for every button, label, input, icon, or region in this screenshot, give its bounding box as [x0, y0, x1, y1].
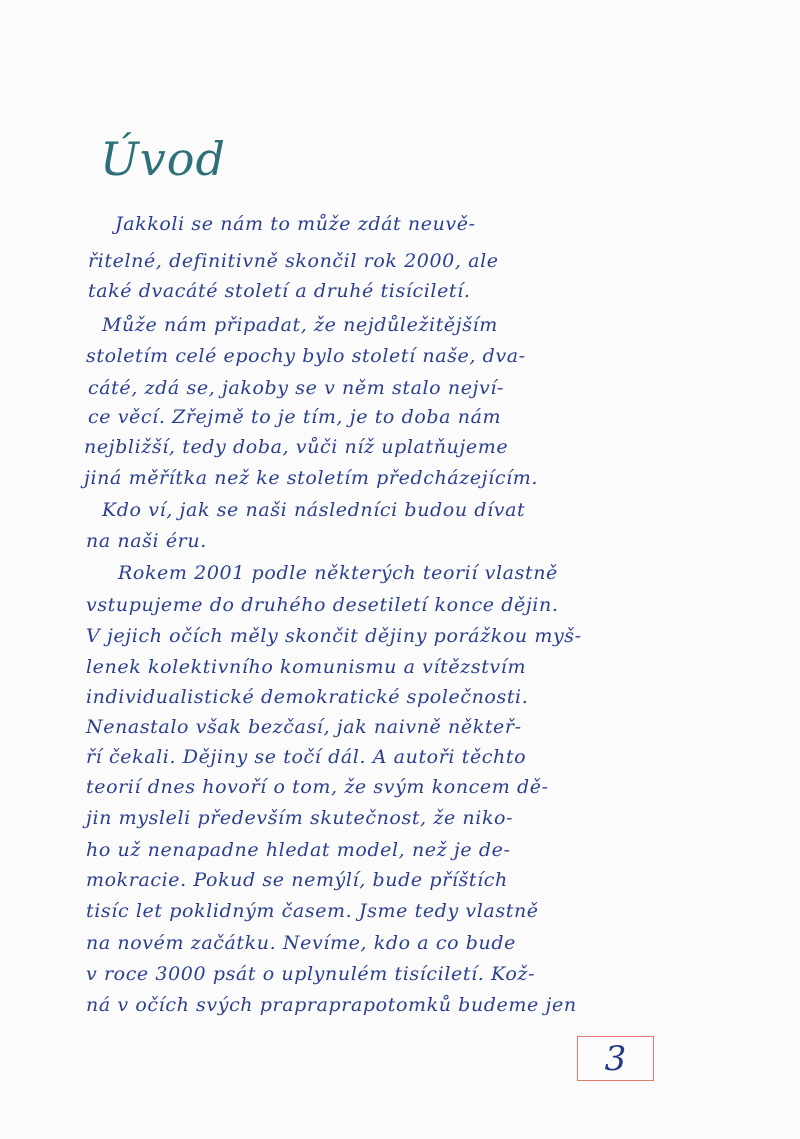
text-line: v roce 3000 psát o uplynulém tisíciletí. Kož-	[86, 963, 535, 985]
text-line: tisíc let poklidným časem. Jsme tedy vlastně	[86, 900, 539, 922]
text-line: řitelné, definitivně skončil rok 2000, ale	[88, 250, 499, 272]
text-line: Rokem 2001 podle některých teorií vlastně	[118, 562, 558, 584]
text-line: cáté, zdá se, jakoby se v něm stalo nejví-	[88, 377, 505, 399]
text-line: vstupujeme do druhého desetiletí konce dějin.	[86, 594, 559, 616]
text-line: individualistické demokratické společnosti.	[86, 686, 529, 708]
text-line: mokracie. Pokud se nemýlí, bude příštích	[86, 869, 508, 891]
text-line: na naši éru.	[86, 530, 207, 552]
text-line: ho už nenapadne hledat model, než je de-	[86, 839, 511, 861]
text-line: jiná měřítka než ke stoletím předcházejícím.	[84, 467, 539, 489]
text-line: na novém začátku. Nevíme, kdo a co bude	[86, 932, 516, 954]
text-line: stoletím celé epochy bylo století naše, dva-	[86, 345, 526, 367]
text-line: Nenastalo však bezčasí, jak naivně někteř-	[86, 716, 522, 738]
text-line: Kdo ví, jak se naši následníci budou dívat	[102, 499, 526, 521]
text-line: ří čekali. Dějiny se točí dál. A autoři těchto	[86, 746, 527, 768]
page-number: 3	[604, 1038, 627, 1079]
text-line: jin mysleli především skutečnost, že niko-	[86, 807, 514, 829]
text-line: V jejich očích měly skončit dějiny porážkou myš-	[86, 625, 582, 647]
text-line: teorií dnes hovoří o tom, že svým koncem dě-	[86, 776, 549, 798]
page-heading: Úvod	[100, 132, 226, 186]
page-number-box	[577, 1036, 654, 1081]
text-line: lenek kolektivního komunismu a vítězstvím	[86, 656, 527, 678]
text-line: Jakkoli se nám to může zdát neuvě-	[115, 213, 476, 235]
text-line: Může nám připadat, že nejdůležitějším	[102, 314, 498, 336]
text-line: také dvacáté století a druhé tisíciletí.	[88, 280, 471, 302]
text-line: nejbližší, tedy doba, vůči níž uplatňujeme	[84, 436, 509, 458]
text-line: ná v očích svých prapraprapotomků budeme jen	[86, 994, 577, 1016]
text-line: ce věcí. Zřejmě to je tím, je to doba nám	[88, 406, 502, 428]
